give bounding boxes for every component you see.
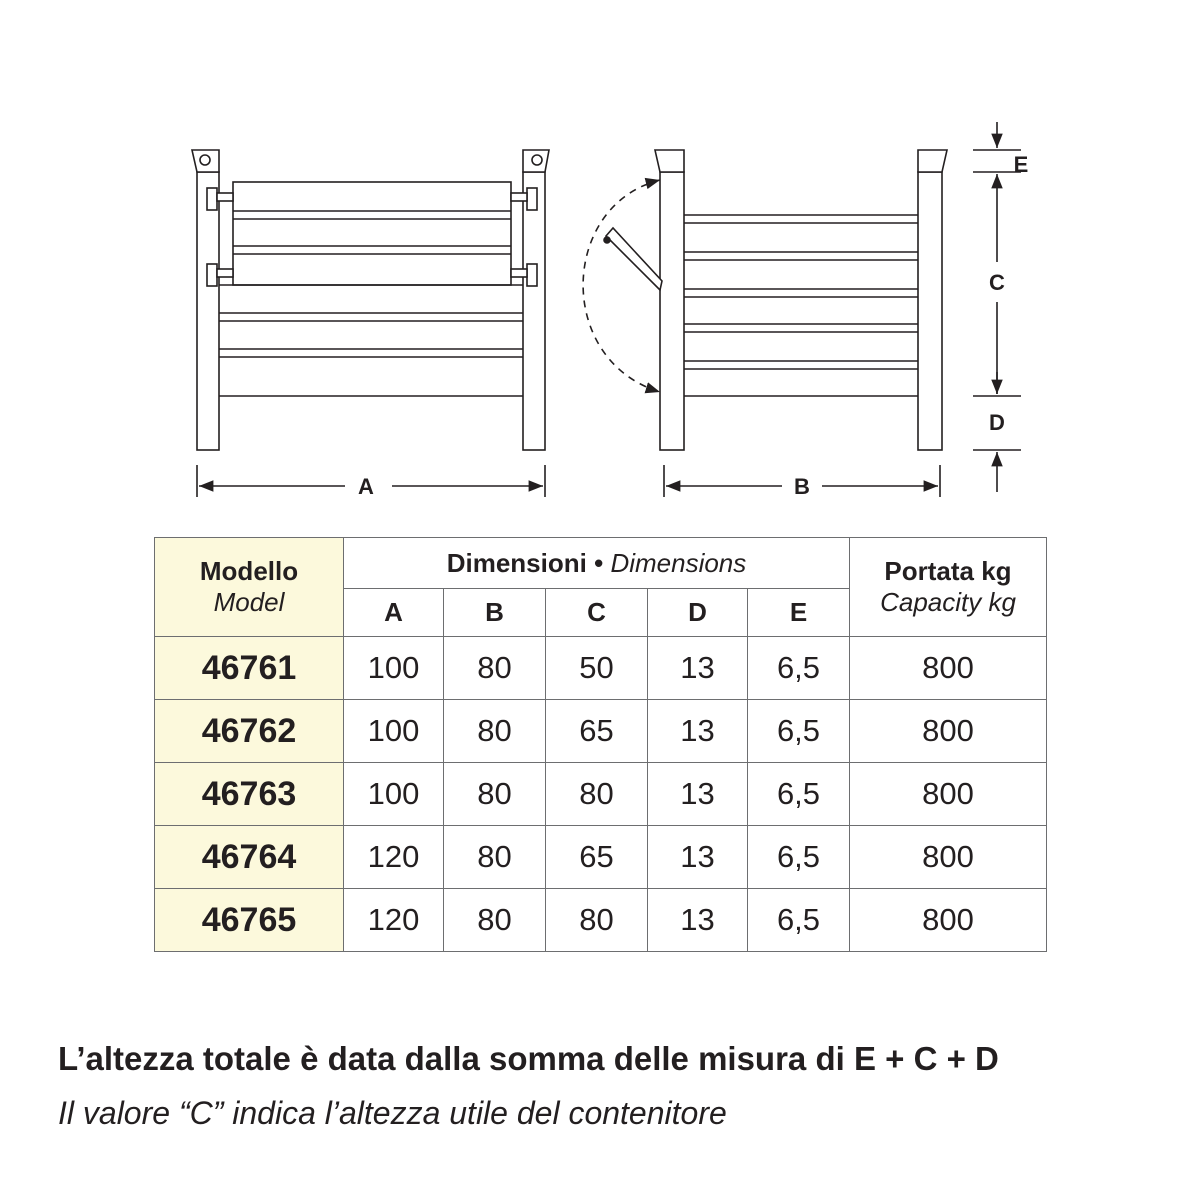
value-capacity: 800 bbox=[850, 826, 1047, 889]
value-a: 100 bbox=[344, 637, 444, 700]
model-code: 46762 bbox=[155, 700, 344, 763]
dimension-label-c: C bbox=[989, 270, 1005, 295]
value-c: 80 bbox=[546, 763, 648, 826]
value-a: 120 bbox=[344, 826, 444, 889]
value-d: 13 bbox=[648, 826, 748, 889]
model-code: 46763 bbox=[155, 763, 344, 826]
model-header-en: Model bbox=[213, 587, 285, 617]
capacity-header-en: Capacity kg bbox=[880, 587, 1016, 617]
total-height-note: L’altezza totale è data dalla somma delle misura di E + C + D bbox=[58, 1040, 999, 1077]
value-d: 13 bbox=[648, 637, 748, 700]
container-technical-drawing bbox=[0, 0, 1200, 520]
model-header bbox=[155, 538, 344, 637]
dimensions-header-it: Dimensioni bbox=[446, 547, 587, 578]
model-code: 46765 bbox=[155, 889, 344, 952]
value-a: 100 bbox=[344, 763, 444, 826]
dimension-label-d: D bbox=[989, 410, 1005, 435]
dimensions-header-en: Dimensions bbox=[610, 547, 747, 578]
value-e: 6,5 bbox=[748, 637, 850, 700]
value-a: 120 bbox=[344, 889, 444, 952]
dimension-label-a: A bbox=[358, 474, 374, 499]
value-b: 80 bbox=[444, 763, 546, 826]
dimension-label-e: E bbox=[1013, 152, 1029, 177]
model-code: 46764 bbox=[155, 826, 344, 889]
column-header-e: E bbox=[748, 589, 850, 637]
value-b: 80 bbox=[444, 889, 546, 952]
column-header-c: C bbox=[546, 589, 648, 637]
table-row bbox=[155, 826, 1047, 889]
specifications-table bbox=[154, 537, 1047, 952]
value-d: 13 bbox=[648, 700, 748, 763]
height-dimensions bbox=[973, 122, 1021, 492]
value-capacity: 800 bbox=[850, 700, 1047, 763]
value-d: 13 bbox=[648, 889, 748, 952]
column-header-b: B bbox=[444, 589, 546, 637]
column-header-d: D bbox=[648, 589, 748, 637]
value-b: 80 bbox=[444, 637, 546, 700]
value-d: 13 bbox=[648, 763, 748, 826]
value-capacity: 800 bbox=[850, 637, 1047, 700]
usable-height-note: Il valore “C” indica l’altezza utile del contenitore bbox=[58, 1095, 727, 1131]
bullet-separator: • bbox=[594, 547, 604, 578]
column-header-a: A bbox=[344, 589, 444, 637]
capacity-header bbox=[850, 538, 1047, 637]
value-capacity: 800 bbox=[850, 889, 1047, 952]
value-e: 6,5 bbox=[748, 700, 850, 763]
value-e: 6,5 bbox=[748, 889, 850, 952]
model-header-it: Modello bbox=[199, 556, 299, 586]
value-a: 100 bbox=[344, 700, 444, 763]
table-row bbox=[155, 889, 1047, 952]
value-capacity: 800 bbox=[850, 763, 1047, 826]
value-c: 65 bbox=[546, 700, 648, 763]
value-c: 50 bbox=[546, 637, 648, 700]
value-e: 6,5 bbox=[748, 826, 850, 889]
capacity-header-it: Portata kg bbox=[884, 556, 1012, 586]
side-view bbox=[583, 150, 947, 450]
model-code: 46761 bbox=[155, 637, 344, 700]
value-b: 80 bbox=[444, 700, 546, 763]
value-c: 80 bbox=[546, 889, 648, 952]
front-view bbox=[192, 150, 549, 450]
value-c: 65 bbox=[546, 826, 648, 889]
dimension-label-b: B bbox=[794, 474, 810, 499]
table-row bbox=[155, 637, 1047, 700]
value-e: 6,5 bbox=[748, 763, 850, 826]
value-b: 80 bbox=[444, 826, 546, 889]
table-row bbox=[155, 763, 1047, 826]
dimensions-header bbox=[344, 538, 850, 589]
table-row bbox=[155, 700, 1047, 763]
